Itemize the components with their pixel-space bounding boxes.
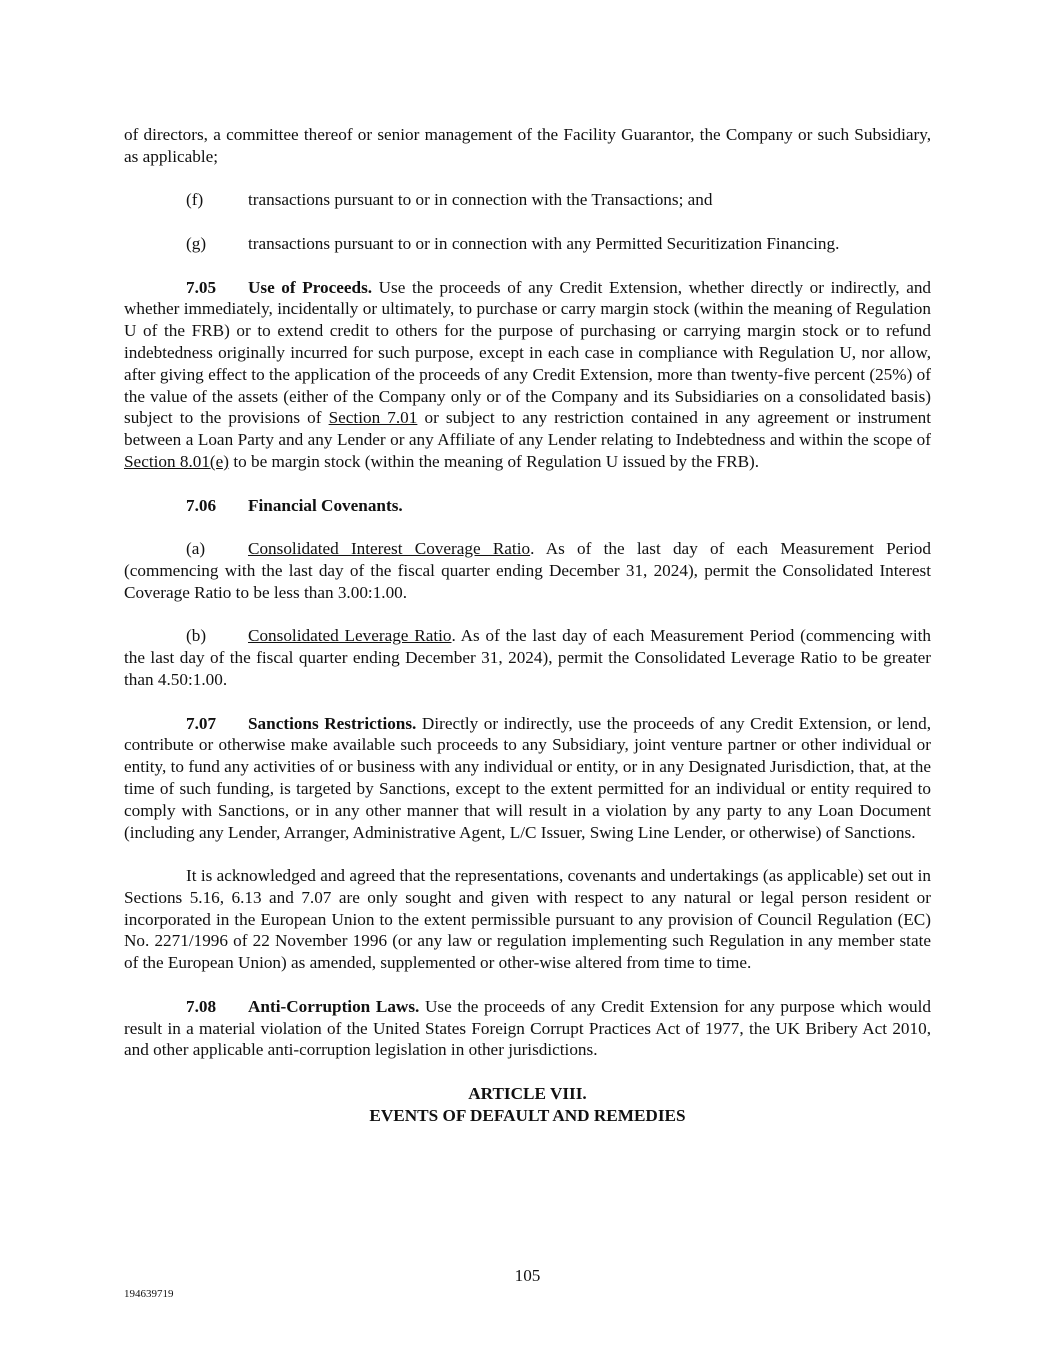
section-reference: Section 7.01: [328, 408, 418, 428]
list-item-label: (g): [186, 233, 207, 253]
subsection-label: (a): [186, 539, 206, 559]
section-7-06-b: [124, 625, 931, 690]
section-title: Financial Covenants.: [248, 495, 403, 515]
section-text: Use the proceeds of any Credit Extension for any purpose which would result in a material violation of the United States Foreign Corrupt Practices Act of 1977, the UK Bribery Act 2010, and other applicable anti-corruption legislation in other jurisdictions.: [124, 996, 932, 1060]
page-number: 105: [514, 1266, 541, 1285]
subsection-heading: Consolidated Interest Coverage Ratio: [248, 539, 531, 559]
continuation-paragraph: of directors, a committee thereof or senior management of the Facility Guarantor, the Company or such Subsidiary, as applicable;: [124, 125, 931, 166]
list-item-text: transactions pursuant to or in connection with the Transactions; and: [248, 190, 713, 210]
document-body: [124, 124, 931, 1127]
section-number: 7.07: [186, 713, 217, 733]
section-7-05: [124, 277, 931, 473]
subsection-text: . As of the last day of each Measurement Period (commencing with the last day of the fiscal quarter ending December 31, 2024), permit the Consolidated Leverage Ratio to be greater than 4.50:1.00.: [124, 626, 931, 689]
section-number: 7.05: [186, 277, 217, 297]
subsection-label: (b): [186, 626, 207, 646]
section-7-06-a: [124, 538, 931, 603]
section-text: to be margin stock (within the meaning of Regulation U issued by the FRB).: [229, 451, 760, 471]
section-7-07: [124, 713, 931, 844]
subsection-text: . As of the last day of each Measurement Period (commencing with the last day of the fiscal quarter ending December 31, 2024), permit the Consolidated Interest Coverage Ratio to be less than 3.00:1.00.: [124, 539, 931, 602]
list-item-f: [186, 189, 931, 211]
section-7-06-heading: [124, 495, 931, 517]
section-7-08: [124, 996, 931, 1061]
section-text: or subject to any restriction contained in any agreement or instrument between a Loan Party and any Lender or any Affiliate of any Lender relating to Indebtedness and within the scope of: [124, 408, 931, 450]
section-title: Sanctions Restrictions.: [248, 713, 417, 733]
section-7-07-acknowledgement: It is acknowledged and agreed that the representations, covenants and undertakings (as applicable) set out in Sections 5.16, 6.13 and 7.07 are only sought and given with respect to any natural or legal person resident or incorporated in the European Union to the extent permissible pursuant to any provision of Council Regulation (EC) No. 2271/1996 of 22 November 1996 (or any law or regulation implementing such Regulation in any member state of the European Union) as amended, supplemented or other-wise altered from time to time.: [124, 866, 931, 973]
section-title: Anti-Corruption Laws.: [248, 996, 420, 1016]
subsection-heading: Consolidated Leverage Ratio: [248, 626, 452, 646]
section-number: 7.08: [186, 996, 217, 1016]
section-reference: Section 8.01(e): [124, 451, 230, 471]
article-heading: [124, 1083, 931, 1127]
section-title: Use of Proceeds.: [248, 277, 373, 297]
document-id: 194639719: [124, 1288, 174, 1300]
article-number: ARTICLE VIII.: [468, 1084, 587, 1104]
section-text: Directly or indirectly, use the proceeds of any Credit Extension, or lend, contribute or otherwise make available such proceeds to any Subsidiary, joint venture partner or other individual or entity, to fund any activities of or business with any individual or entity, or in any Designated Jurisdiction, that, at the time of such funding, is targeted by Sanctions, except to the extent permitted for an individual or entity required to comply with Sanctions, or in any other manner that will result in a violation by any party to any Loan Document (including any Lender, Arranger, Administrative Agent, L/C Issuer, Swing Line Lender, or otherwise) of Sanctions.: [124, 713, 931, 842]
section-text: Use the proceeds of any Credit Extension, whether directly or indirectly, and whether immediately, incidentally or ultimately, to purchase or carry margin stock (within the meaning of Regulation U of the FRB) or to extend credit to others for the purpose of purchasing or carrying margin stock or to refund indebtedness originally incurred for such purpose, except in each case in compliance with Regulation U, nor allow, after giving effect to the application of the proceeds of any Credit Extension, more than twenty-five percent (25%) of the value of the assets (either of the Company only or of the Company and its Subsidiaries on a consolidated basis) subject to the provisions of: [124, 277, 932, 428]
list-item-label: (f): [186, 190, 204, 210]
section-number: 7.06: [186, 495, 217, 515]
article-title: EVENTS OF DEFAULT AND REMEDIES: [369, 1105, 686, 1125]
list-item-text: transactions pursuant to or in connection with any Permitted Securitization Financing.: [248, 233, 840, 253]
list-item-g: [186, 233, 931, 255]
